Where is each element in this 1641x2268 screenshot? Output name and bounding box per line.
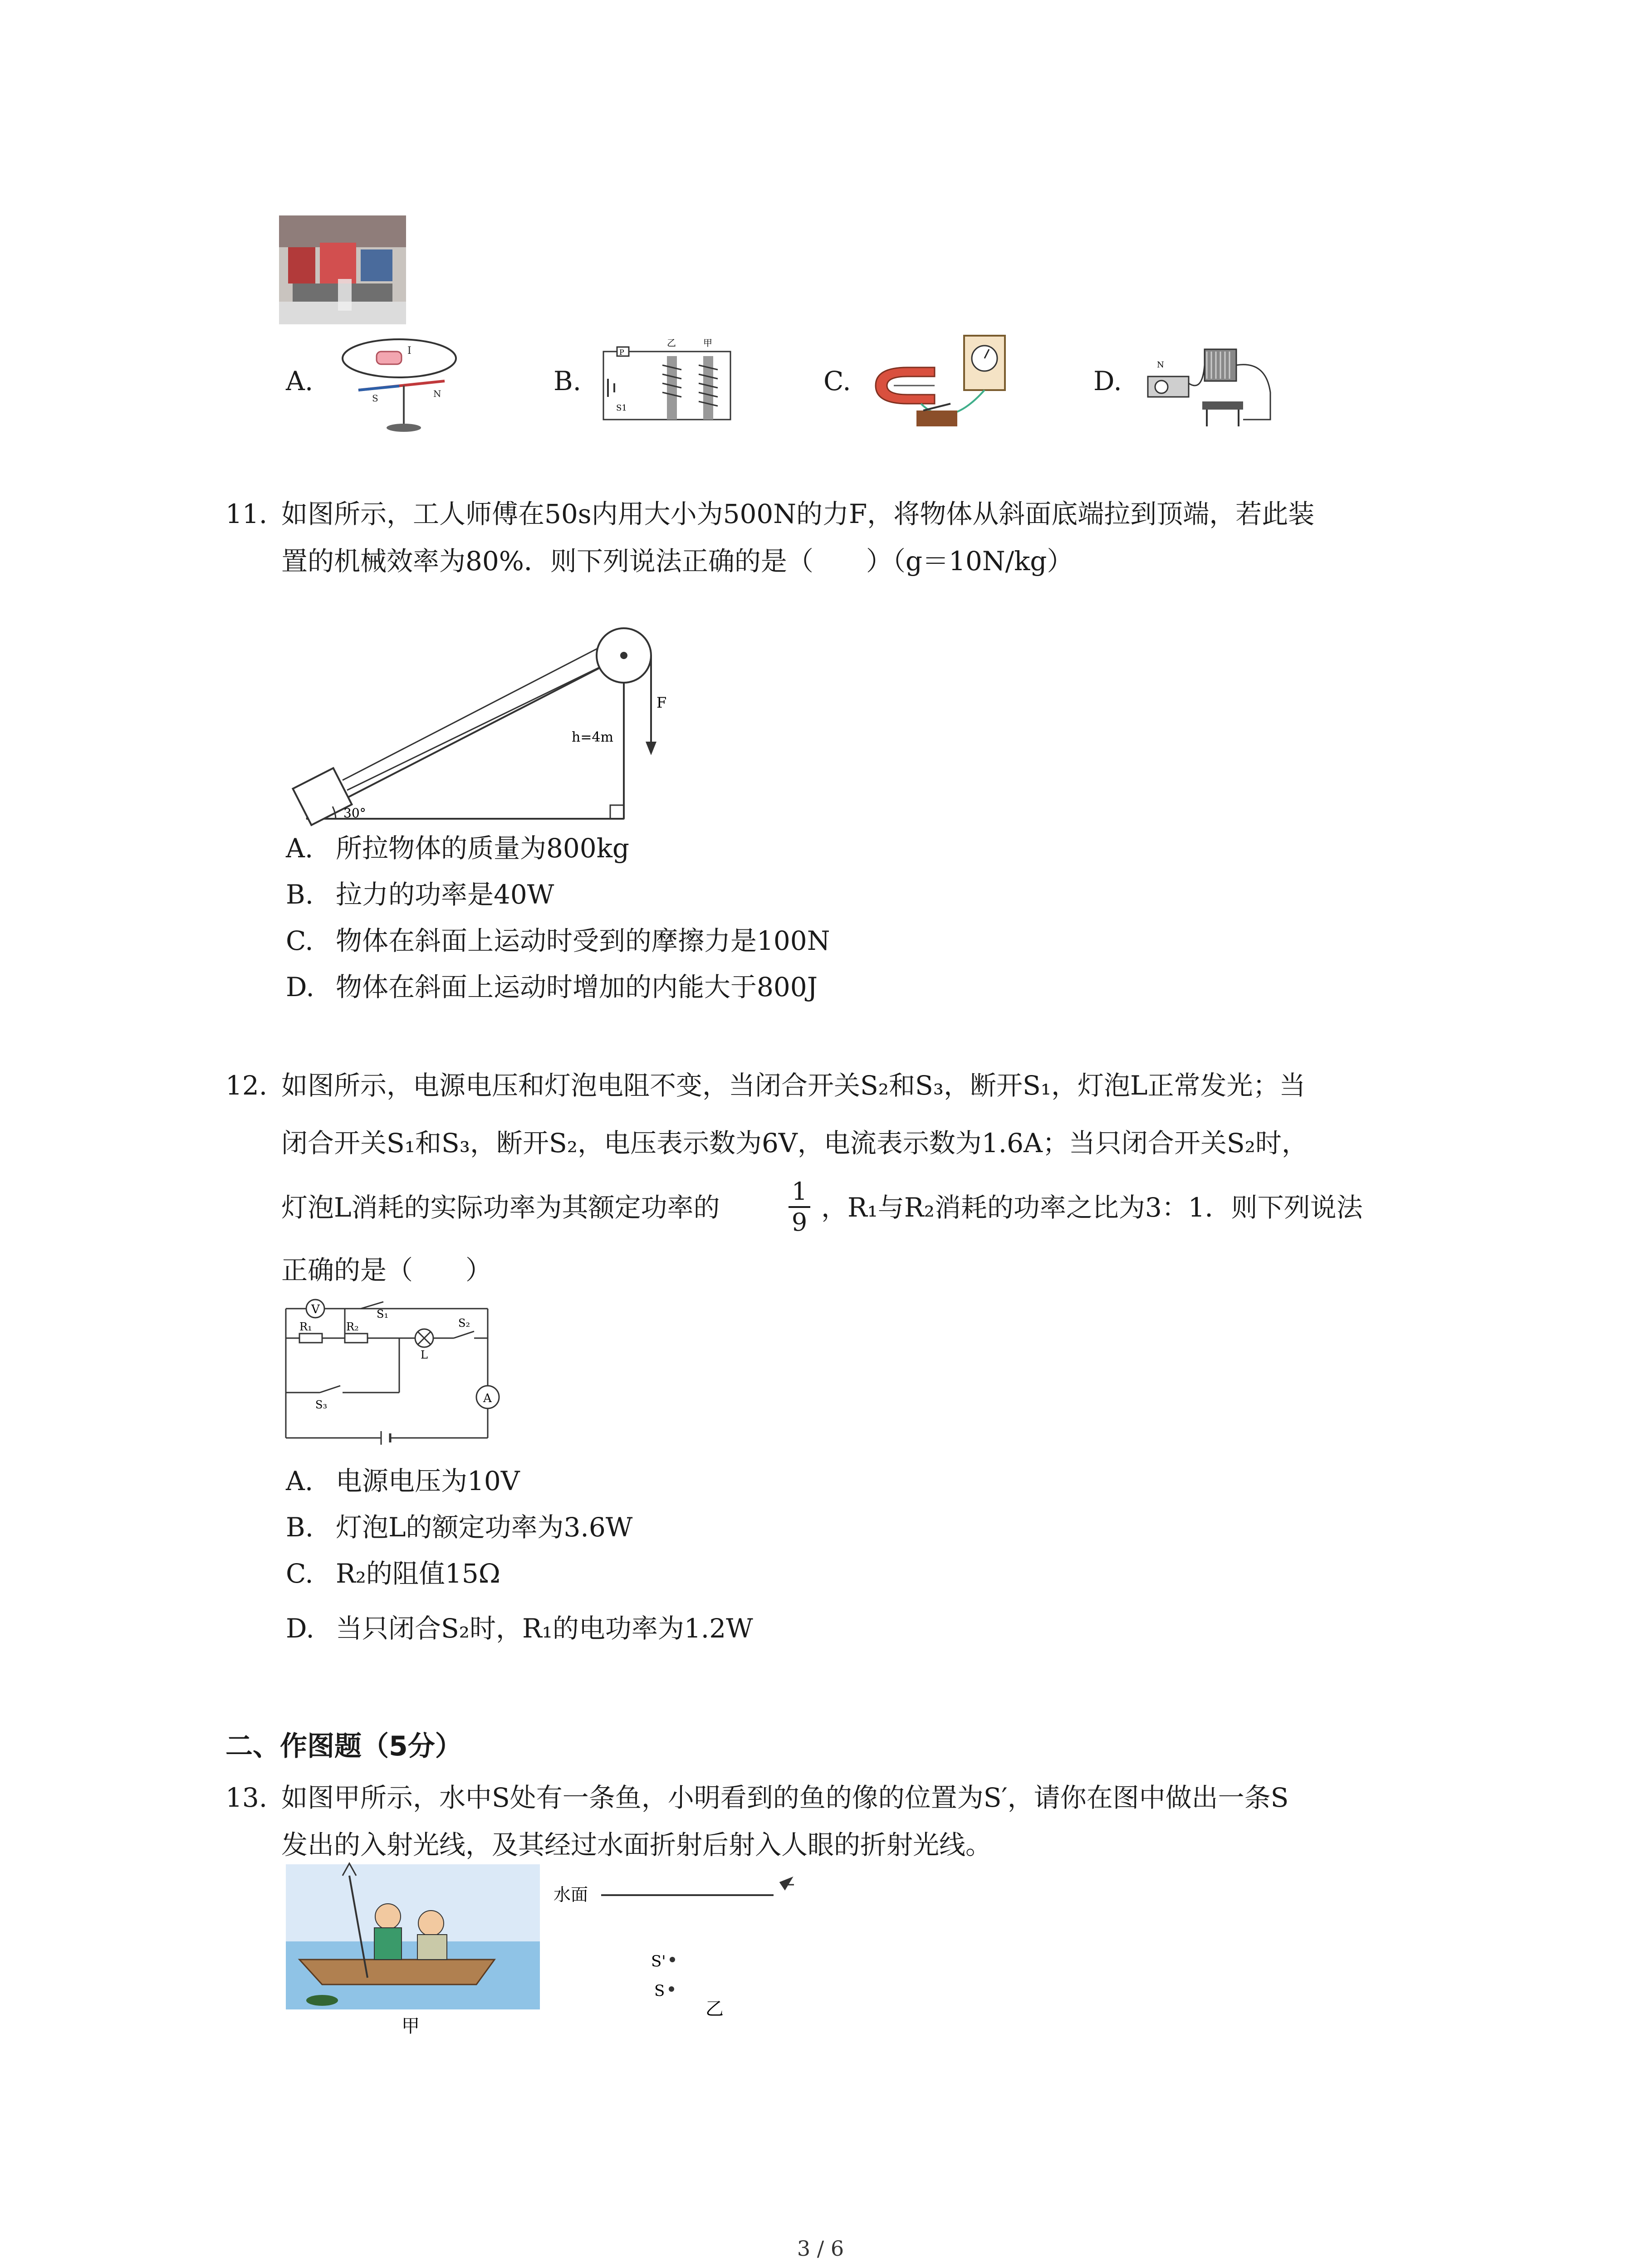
q10-d-n-label: N [1157, 360, 1164, 370]
section-2-title: 二、作图题（5分） [225, 1730, 462, 1762]
q12-voltmeter-label: V [311, 1303, 320, 1316]
q12-option-d-text: 当只闭合S₂时，R₁的电功率为1.2W [336, 1613, 753, 1644]
q11-angle-label: 30° [343, 806, 366, 821]
q12-option-c-letter: C. [286, 1558, 314, 1589]
q10-b-yi-label: 乙 [667, 337, 676, 348]
q10-photo [279, 215, 406, 324]
q12-fraction-num: 1 [791, 1177, 808, 1206]
q10-option-b-letter: B. [554, 366, 582, 396]
q11-line-1: 如图所示，工人师傅在50s内用大小为500N的力F，将物体从斜面底端拉到顶端，若此装 [281, 499, 1315, 529]
q11-option-c-text: 物体在斜面上运动时受到的摩擦力是100N [336, 925, 830, 956]
q12-option-c-text: R₂的阻值15Ω [336, 1558, 500, 1589]
q11-incline-figure [279, 621, 665, 835]
q12-s1-label: S₁ [377, 1308, 389, 1320]
q11-option-a-letter: A. [286, 833, 314, 864]
q12-line-4: 正确的是（ ） [281, 1255, 492, 1286]
q13-line-2: 发出的入射光线，及其经过水面折射后射入人眼的折射光线。 [281, 1829, 992, 1860]
q10-a-current-label: I [407, 345, 411, 357]
q11-number: 11. [225, 499, 268, 529]
q12-option-d-letter: D. [286, 1613, 314, 1644]
q12-line-1: 如图所示，电源电压和灯泡电阻不变，当闭合开关S₂和S₃，断开S₁，灯泡L正常发光；当 [281, 1070, 1306, 1101]
q10-option-a-figure [331, 329, 463, 438]
q12-s3-label: S₃ [315, 1398, 328, 1411]
q10-option-c-letter: C. [823, 366, 851, 396]
q12-line-3-post: ，R₁与R₂消耗的功率之比为3：1．则下列说法 [821, 1192, 1363, 1223]
q12-number: 12. [225, 1070, 268, 1101]
q12-ammeter-label: A [483, 1392, 492, 1405]
q12-option-a-text: 电源电压为10V [336, 1466, 520, 1496]
q12-circuit-figure [279, 1295, 497, 1449]
q10-b-s1-label: S1 [616, 403, 627, 413]
q13-jia-label: 甲 [402, 2016, 420, 2037]
q10-option-c-figure [867, 331, 1012, 435]
q11-option-b-letter: B. [286, 879, 314, 910]
q12-option-a-letter: A. [286, 1466, 314, 1496]
q11-line-2: 置的机械效率为80%．则下列说法正确的是（ ）（g＝10N/kg） [281, 546, 1073, 577]
q13-line-1: 如图甲所示，水中S处有一条鱼，小明看到的鱼的像的位置为S′，请你在图中做出一条S [281, 1782, 1289, 1813]
q10-b-jia-label: 甲 [703, 337, 712, 348]
q13-water-label: 水面 [554, 1885, 588, 1905]
q12-line-2: 闭合开关S₁和S₃，断开S₂，电压表示数为6V，电流表示数为1.6A；当只闭合开关S₂时， [281, 1128, 1308, 1158]
q13-s-label: S [654, 1982, 665, 2000]
q10-option-d-letter: D. [1093, 366, 1122, 396]
q11-height-label: h=4m [572, 729, 613, 745]
q12-r2-label: R₂ [346, 1320, 359, 1333]
q12-option-b-letter: B. [286, 1512, 314, 1543]
q12-fraction-den: 9 [791, 1208, 808, 1237]
q12-option-b-text: 灯泡L的额定功率为3.6W [336, 1512, 633, 1543]
q10-option-b-figure [599, 333, 740, 429]
q13-s-prime-label: S' [651, 1952, 666, 1970]
q10-a-n-label: N [433, 388, 441, 399]
q11-option-a-text: 所拉物体的质量为800kg [336, 833, 629, 864]
page-number: 3 / 6 [797, 2236, 844, 2261]
q10-a-s-label: S [372, 393, 378, 404]
q11-option-d-text: 物体在斜面上运动时增加的内能大于800J [336, 972, 818, 1002]
q12-fraction [786, 1177, 813, 1241]
q11-option-d-letter: D. [286, 972, 314, 1002]
q10-option-d-figure [1139, 333, 1288, 433]
q11-option-b-text: 拉力的功率是40W [336, 879, 554, 910]
q10-b-p-label: P [619, 348, 624, 357]
q12-line-3-pre: 灯泡L消耗的实际功率为其额定功率的 [281, 1192, 720, 1223]
q12-s2-label: S₂ [458, 1317, 470, 1330]
q13-figure-yi [549, 1864, 803, 2046]
q13-yi-label: 乙 [705, 1999, 724, 2019]
q13-number: 13. [225, 1782, 268, 1813]
q11-option-c-letter: C. [286, 925, 314, 956]
q12-r1-label: R₁ [299, 1320, 312, 1333]
q11-force-label: F [656, 694, 667, 711]
q13-figure-jia [281, 1864, 544, 2046]
q10-option-a-letter: A. [286, 366, 314, 396]
q12-lamp-label: L [421, 1349, 428, 1361]
